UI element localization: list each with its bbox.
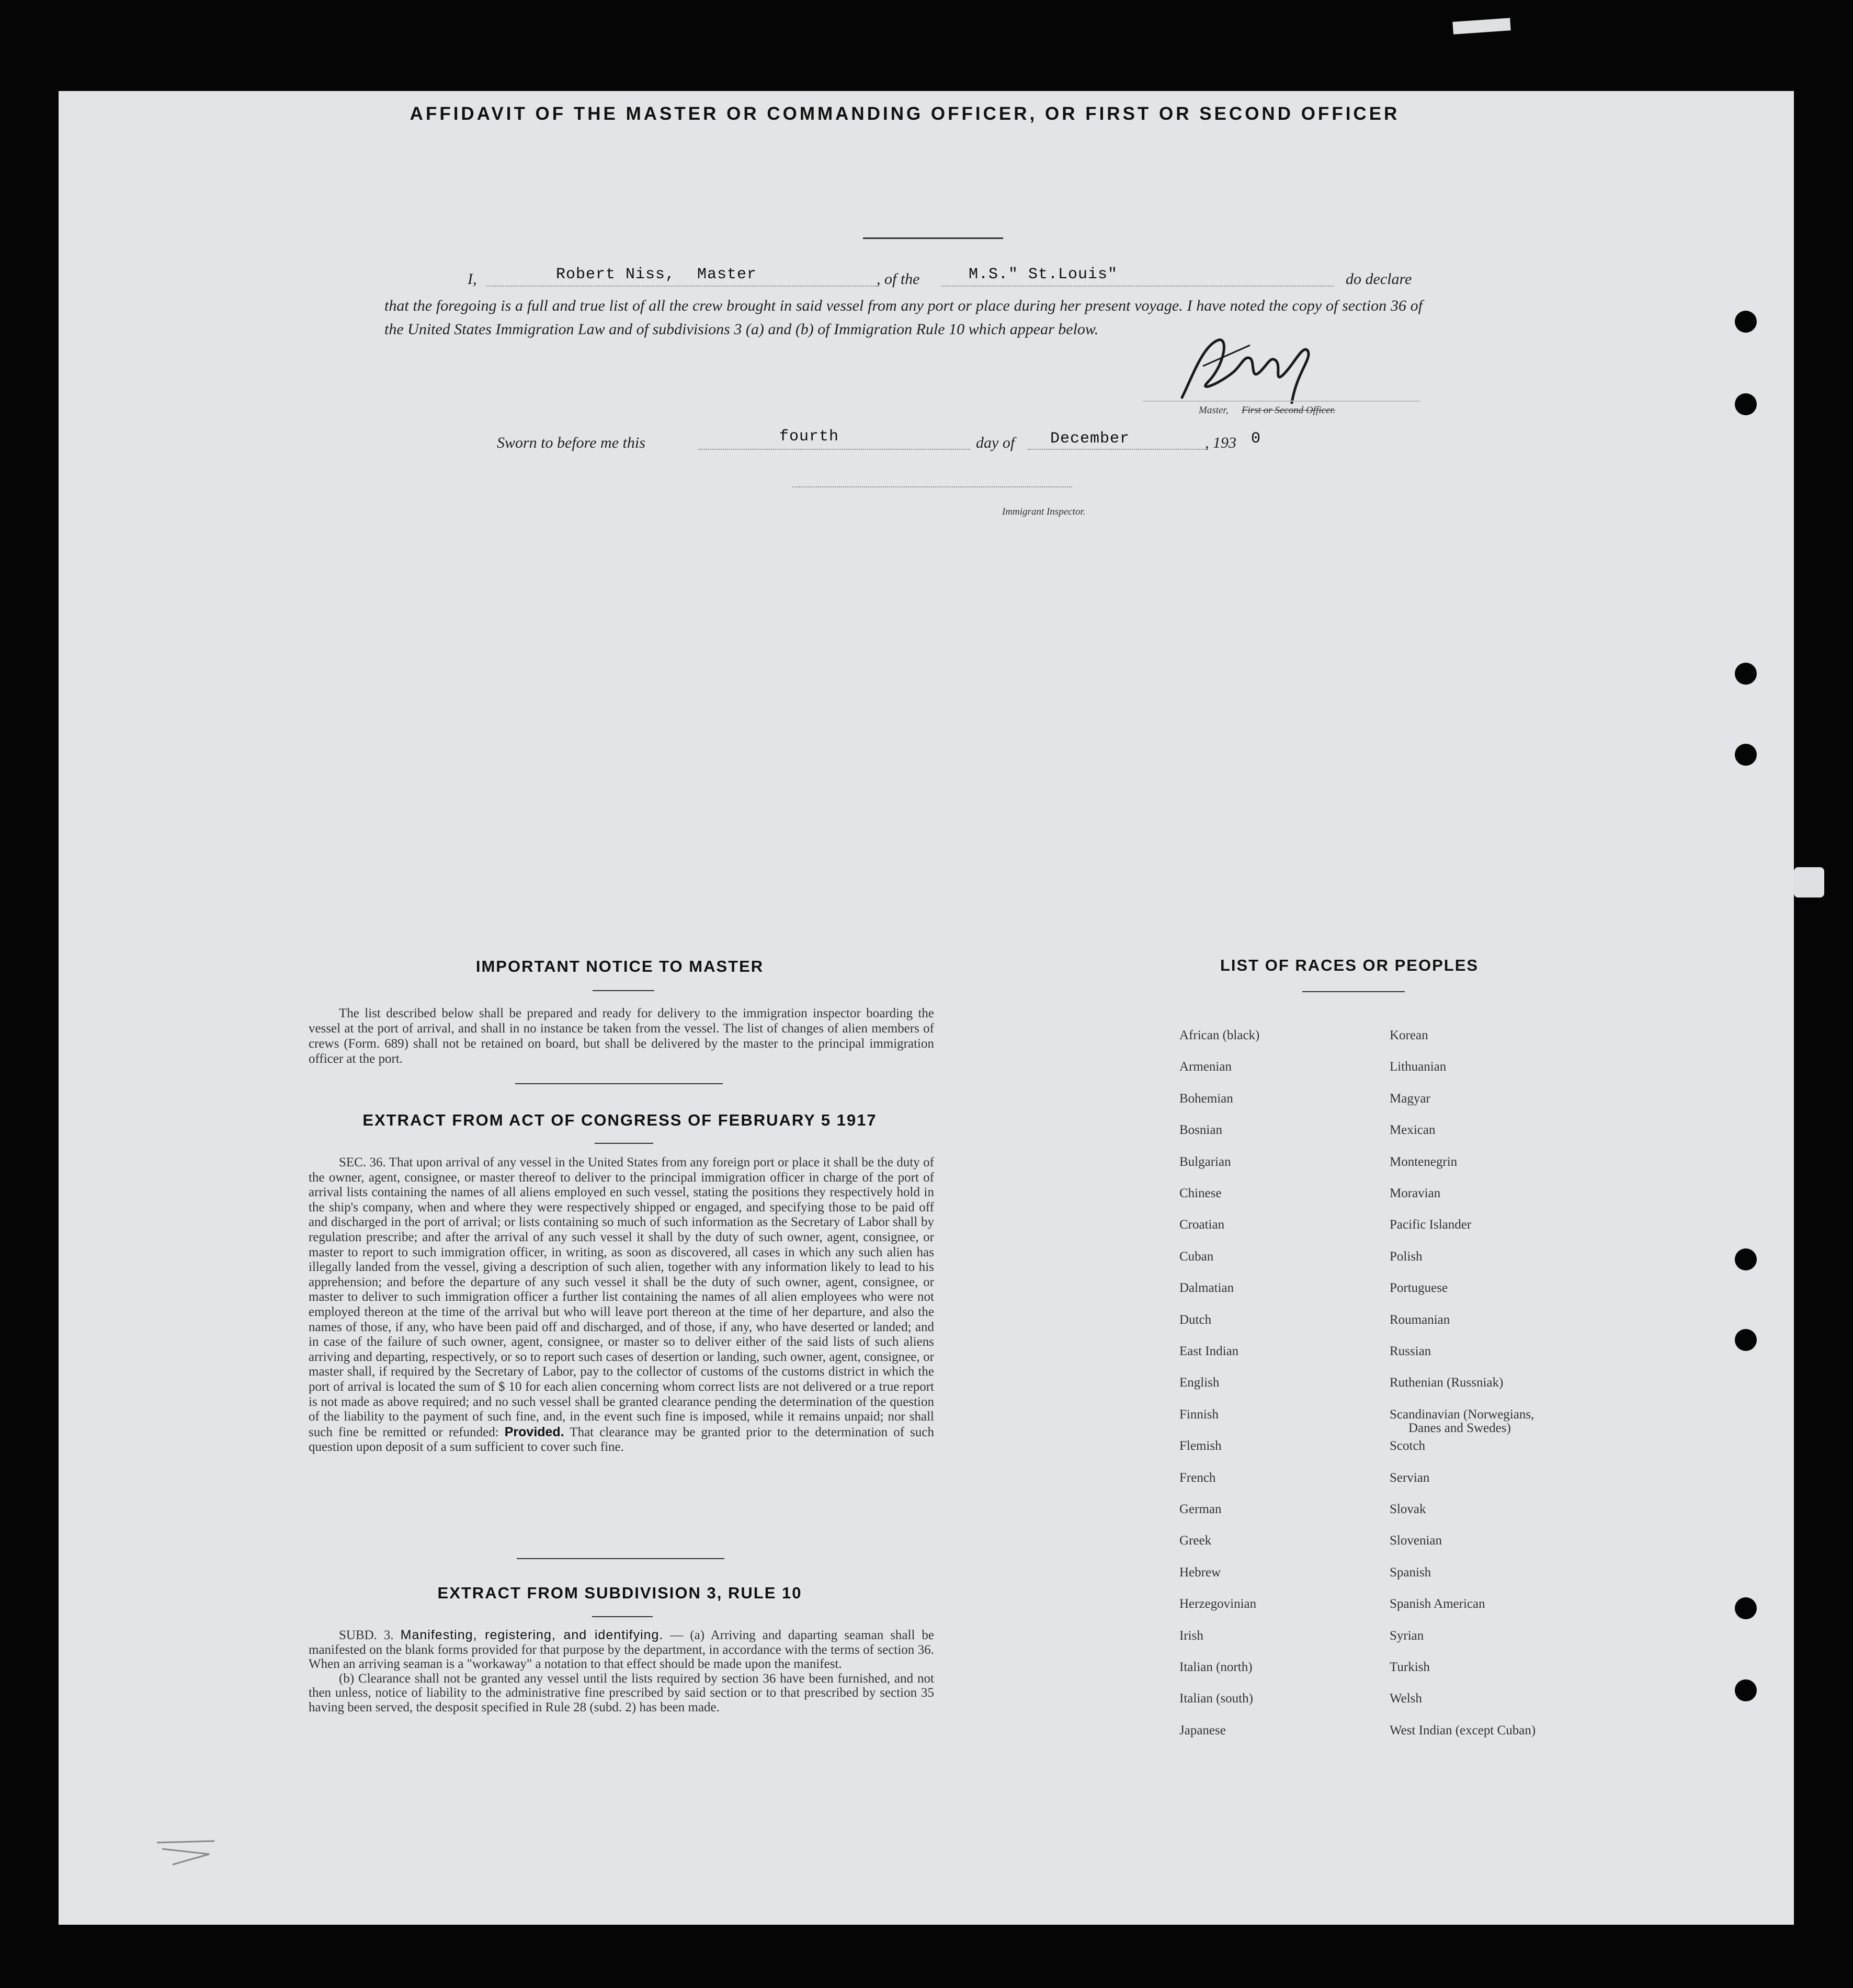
race-item: Italian (south) <box>1179 1691 1253 1706</box>
race-item: Magyar <box>1390 1091 1430 1106</box>
race-item: Spanish American <box>1390 1597 1485 1611</box>
notice-title: IMPORTANT NOTICE TO MASTER <box>475 957 764 975</box>
race-item: Slovak <box>1390 1502 1426 1516</box>
binding-hole <box>1735 311 1757 333</box>
race-item: Portuguese <box>1390 1281 1448 1296</box>
race-item: Welsh <box>1390 1691 1422 1706</box>
signature-caption-master: Master, <box>1199 405 1229 416</box>
race-item: Mexican <box>1390 1123 1436 1138</box>
race-item: Dalmatian <box>1179 1281 1234 1296</box>
race-item: Ruthenian (Russniak) <box>1390 1376 1504 1390</box>
race-item: Korean <box>1390 1028 1428 1042</box>
race-item: Armenian <box>1179 1060 1232 1074</box>
notice-text <box>309 1006 934 1066</box>
race-item: Pacific Islander <box>1390 1218 1472 1232</box>
paper-tab-right <box>1794 867 1824 898</box>
race-item: West Indian (except Cuban) <box>1390 1723 1536 1737</box>
do-declare-label: do declare <box>1346 270 1412 288</box>
race-item: Bosnian <box>1179 1123 1222 1138</box>
provided-word: Provided. <box>504 1424 564 1439</box>
race-item: Montenegrin <box>1390 1154 1458 1169</box>
i-label: I, <box>468 270 477 288</box>
race-item: Lithuanian <box>1390 1060 1447 1074</box>
races-divider <box>1302 991 1405 992</box>
inspector-signature-line <box>792 486 1072 487</box>
race-item: Italian (north) <box>1179 1660 1253 1674</box>
race-item: East Indian <box>1179 1344 1239 1358</box>
race-item: Chinese <box>1179 1186 1222 1200</box>
title-divider <box>863 237 1003 239</box>
race-item: Syrian <box>1390 1628 1424 1643</box>
race-item: Spanish <box>1390 1565 1431 1580</box>
binding-hole <box>1735 1329 1757 1351</box>
race-item: Scandinavian (Norwegians, <box>1390 1407 1534 1422</box>
race-item: Turkish <box>1390 1660 1430 1674</box>
race-item: Japanese <box>1179 1723 1226 1737</box>
binding-hole <box>1735 1679 1757 1701</box>
race-item: French <box>1179 1470 1216 1485</box>
race-item: Herzegovinian <box>1179 1597 1257 1611</box>
extract-act-title: EXTRACT FROM ACT OF CONGRESS OF FEBRUARY 5 1917 <box>362 1111 877 1129</box>
race-item: Irish <box>1179 1628 1203 1643</box>
binding-hole <box>1735 1597 1757 1619</box>
extract-rule-text <box>309 1628 934 1714</box>
extract-rule-title: EXTRACT FROM SUBDIVISION 3, RULE 10 <box>437 1584 802 1602</box>
race-item: Roumanian <box>1390 1312 1450 1327</box>
affidavit-paragraph: that the foregoing is a full and true list of all the crew brought in said vessel from any port or place during her present voyage. I have noted the copy of section 36 of the United States Immigration Law and of subdivisions 3 (a) and (b) of Immigration Rule 10 which appear below. <box>384 297 1423 338</box>
binding-hole <box>1735 744 1757 766</box>
notice-divider <box>593 990 654 991</box>
extract-act-divider <box>595 1143 653 1144</box>
race-item: Cuban <box>1179 1249 1214 1264</box>
race-item: Russian <box>1390 1344 1431 1358</box>
sworn-day-line <box>698 449 970 450</box>
race-item-continued: Danes and Swedes) <box>1408 1421 1511 1435</box>
race-item: Bulgarian <box>1179 1154 1231 1169</box>
race-item: Moravian <box>1390 1186 1441 1200</box>
race-item: Flemish <box>1179 1439 1222 1453</box>
section-divider <box>517 1558 724 1559</box>
race-item: Servian <box>1390 1470 1430 1485</box>
binding-hole <box>1735 1248 1757 1270</box>
section-divider <box>515 1083 723 1084</box>
binding-hole <box>1735 663 1757 685</box>
sec36-text: SEC. 36. That upon arrival of any vessel in the United States from any foreign port or place it shall be the duty of the owner, agent, consignee, or master thereof to deliver to the principal immigration officer in charge of the port of arrival lists containing the names of all aliens employed en such vessel, stating the positions they respectively hold in the ship's company, when and where they were respectively shipped or engaged, and specifying those to be paid off and discharged in the port of arrival; or lists containing so much of such information as the Secretary of Labor shall by regulation prescribe; and after the arrival of any such vessel it shall by the duty of such owner, agent, consignee, or master to report to such immigration officer, in writing, as soon as discovered, all cases in which any such alien has illegally landed from the vessel, giving a description of such alien, together with any information likely to lead to his apprehension; and before the departure of any such vessel it shall be the duty of such owner, agent, consignee, or master to deliver to such immigration officer a further list containing the names of all alien employees who were not employed thereon at the time of the arrival but who will leave port thereon at the time of her departure, and also the names of those, if any, who have been paid off and discharged, and of those, if any, who have deserted or landed; and in case of the failure of such owner, agent, consignee, or master so to deliver either of the said lists of such aliens arriving and departing, respectively, or so to report such cases of desertion or landing, such owner, agent, consignee, or master shall, if required by the Secretary of Labor, pay to the collector of customs of the customs district in which the port of arrival is located the sum of $ 10 for each alien concerning whom correct lists are not delivered or a true report is not made as above required; and no such vessel shall be granted clearance pending the determination of the question of the liability to the payment of such fine, and, in the event such fine is imposed, while it remains unpaid; nor shall such fine be remitted or refunded: <box>309 1155 934 1439</box>
race-item: English <box>1179 1376 1220 1390</box>
extract-act-text <box>309 1155 934 1455</box>
notice-paragraph: The list described below shall be prepared and ready for delivery to the immigration inspector boarding the vessel at the port of arrival, and shall in no instance be taken from the vessel. The list of changes of alien members of crews (Form. 689) shall not be retained on board, but shall be delivered by the master to the principal immigration officer at the port. <box>309 1006 934 1066</box>
affidavit-title: AFFIDAVIT OF THE MASTER OR COMMANDING OFFICER, OR FIRST OR SECOND OFFICER <box>410 104 1400 124</box>
inspector-caption: Immigrant Inspector. <box>1002 506 1086 517</box>
race-item: Finnish <box>1179 1407 1219 1422</box>
subd-prefix: SUBD. 3. <box>339 1628 394 1642</box>
sworn-day-field: fourth <box>779 428 839 446</box>
vessel-field-line <box>941 286 1334 287</box>
day-of-label: day of <box>976 434 1015 451</box>
race-item: Slovenian <box>1390 1533 1442 1548</box>
subd-a-paragraph <box>309 1628 934 1672</box>
race-item: Croatian <box>1179 1218 1225 1232</box>
race-item: African (black) <box>1179 1028 1260 1042</box>
vessel-name-field: M.S." St.Louis" <box>969 266 1118 283</box>
of-the-label: , of the <box>877 270 920 288</box>
sworn-year-field: 0 <box>1251 430 1261 448</box>
sworn-label: Sworn to before me this <box>497 434 645 451</box>
master-name-field: Robert Niss, <box>556 266 676 283</box>
subd-heading: Manifesting, registering, and identifying. <box>400 1628 664 1642</box>
signature-caption-struck: First or Second Officer. <box>1242 405 1336 416</box>
sworn-month-line <box>1028 449 1208 450</box>
binding-hole <box>1735 393 1757 415</box>
race-item: Dutch <box>1179 1312 1212 1327</box>
race-item: German <box>1179 1502 1222 1516</box>
sec36-text-after: That clearance may be granted prior to the determination of such question upon deposit of a sum sufficient to cover such fine. <box>309 1425 935 1455</box>
master-signature <box>1172 335 1328 408</box>
race-item: Bohemian <box>1179 1091 1233 1106</box>
race-item: Scotch <box>1390 1439 1426 1453</box>
races-title: LIST OF RACES OR PEOPLES <box>1220 956 1479 974</box>
sworn-month-field: December <box>1050 430 1130 448</box>
race-item: Hebrew <box>1179 1565 1221 1580</box>
pencil-mark <box>152 1838 230 1870</box>
race-item: Polish <box>1390 1249 1423 1264</box>
signature-line <box>1143 401 1420 402</box>
race-item: Greek <box>1179 1533 1212 1548</box>
master-rank-field: Master <box>697 266 757 283</box>
subd-b-paragraph: (b) Clearance shall not be granted any vessel until the lists required by section 36 have been furnished, and not then unless, notice of liability to the administrative fine prescribed by said section or to that prescribed by section 35 having been served, the desposit specified in Rule 28 (subd. 2) has been made. <box>309 1671 934 1714</box>
subd-a-text: — (a) Arriving and daparting seaman shall be manifested on the blank forms provided for that purpose by the department, in accordance with the terms of section 36. When an arriving seaman is a "workaway" a notation to that effect should be made upon the manifest. <box>309 1628 935 1671</box>
year-prefix-label: , 193 <box>1205 434 1236 451</box>
name-field-line <box>486 286 879 287</box>
sec36-paragraph <box>309 1155 934 1455</box>
extract-rule-divider <box>592 1616 653 1617</box>
paper-tab-top <box>1452 18 1510 35</box>
